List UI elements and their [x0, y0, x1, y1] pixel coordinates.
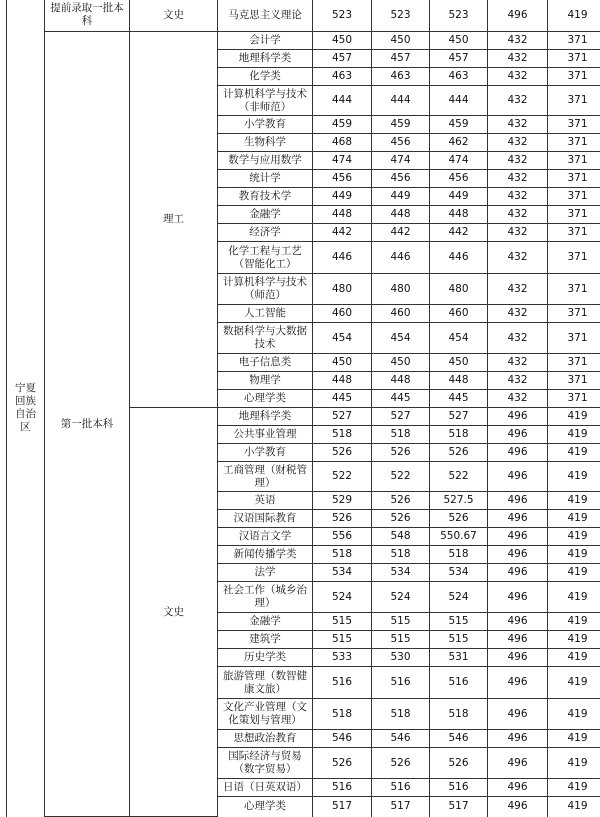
batch-line-cell: 419	[548, 582, 600, 613]
min-score-cell: 524	[372, 582, 430, 613]
batch-line-cell: 419	[548, 649, 600, 667]
min-score-cell: 516	[372, 667, 430, 699]
control-line-cell: 496	[488, 444, 548, 462]
batch-line-cell: 419	[548, 546, 600, 564]
batch-line-cell: 371	[548, 224, 600, 242]
avg-score-cell: 526	[430, 510, 488, 528]
min-score-cell: 448	[372, 372, 430, 390]
batch-line-cell: 419	[548, 730, 600, 748]
major-cell: 心理学类	[218, 390, 313, 408]
max-score-cell: 454	[313, 323, 372, 354]
major-cell: 心理学类	[218, 797, 313, 817]
max-score-cell: 444	[313, 86, 372, 116]
min-score-cell: 534	[372, 564, 430, 582]
control-line-cell: 496	[488, 0, 548, 32]
max-score-cell: 556	[313, 528, 372, 546]
avg-score-cell: 448	[430, 372, 488, 390]
control-line-cell: 432	[488, 323, 548, 354]
control-line-cell: 432	[488, 116, 548, 134]
avg-score-cell: 522	[430, 462, 488, 492]
max-score-cell: 529	[313, 492, 372, 510]
avg-score-cell: 515	[430, 631, 488, 649]
min-score-cell: 517	[372, 797, 430, 817]
admission-scores-table	[6, 0, 600, 817]
max-score-cell: 518	[313, 426, 372, 444]
max-score-cell: 480	[313, 274, 372, 305]
control-line-cell: 432	[488, 50, 548, 68]
min-score-cell: 463	[372, 68, 430, 86]
avg-score-cell: 534	[430, 564, 488, 582]
min-score-cell: 526	[372, 444, 430, 462]
major-cell: 马克思主义理论	[218, 0, 313, 32]
major-cell: 小学教育	[218, 116, 313, 134]
batch-line-cell: 371	[548, 32, 600, 50]
control-line-cell: 432	[488, 242, 548, 274]
major-cell: 数据科学与大数据技术	[218, 323, 313, 354]
control-line-cell: 432	[488, 86, 548, 116]
max-score-cell: 459	[313, 116, 372, 134]
min-score-cell: 442	[372, 224, 430, 242]
control-line-cell: 496	[488, 779, 548, 797]
min-score-cell: 448	[372, 206, 430, 224]
table-row	[7, 0, 600, 32]
batch-line-cell: 371	[548, 354, 600, 372]
avg-score-cell: 517	[430, 797, 488, 817]
batch-line-cell: 419	[548, 699, 600, 730]
avg-score-cell: 523	[430, 0, 488, 32]
min-score-cell: 518	[372, 699, 430, 730]
avg-score-cell: 474	[430, 152, 488, 170]
avg-score-cell: 448	[430, 206, 488, 224]
avg-score-cell: 456	[430, 170, 488, 188]
avg-score-cell: 546	[430, 730, 488, 748]
major-cell: 旅游管理（数智健康文旅）	[218, 667, 313, 699]
avg-score-cell: 515	[430, 613, 488, 631]
control-line-cell: 496	[488, 510, 548, 528]
batch-line-cell: 419	[548, 779, 600, 797]
max-score-cell: 456	[313, 170, 372, 188]
control-line-cell: 432	[488, 305, 548, 323]
control-line-cell: 496	[488, 528, 548, 546]
batch-line-cell: 419	[548, 528, 600, 546]
max-score-cell: 474	[313, 152, 372, 170]
control-line-cell: 496	[488, 582, 548, 613]
max-score-cell: 522	[313, 462, 372, 492]
avg-score-cell: 454	[430, 323, 488, 354]
max-score-cell: 526	[313, 510, 372, 528]
min-score-cell: 530	[372, 649, 430, 667]
min-score-cell: 444	[372, 86, 430, 116]
batch-line-cell: 419	[548, 667, 600, 699]
avg-score-cell: 463	[430, 68, 488, 86]
track-cell: 文史	[130, 408, 218, 817]
batch-line-cell: 371	[548, 152, 600, 170]
avg-score-cell: 446	[430, 242, 488, 274]
batch-line-cell: 371	[548, 188, 600, 206]
max-score-cell: 526	[313, 444, 372, 462]
avg-score-cell: 462	[430, 134, 488, 152]
major-cell: 生物科学	[218, 134, 313, 152]
control-line-cell: 432	[488, 68, 548, 86]
max-score-cell: 516	[313, 779, 372, 797]
major-cell: 汉语言文学	[218, 528, 313, 546]
min-score-cell: 450	[372, 354, 430, 372]
control-line-cell: 432	[488, 188, 548, 206]
major-cell: 计算机科学与技术（非师范）	[218, 86, 313, 116]
control-line-cell: 496	[488, 730, 548, 748]
batch-line-cell: 419	[548, 564, 600, 582]
min-score-cell: 548	[372, 528, 430, 546]
avg-score-cell: 526	[430, 444, 488, 462]
major-cell: 地理科学类	[218, 50, 313, 68]
major-cell: 化学工程与工艺（智能化工）	[218, 242, 313, 274]
min-score-cell: 454	[372, 323, 430, 354]
control-line-cell: 496	[488, 649, 548, 667]
avg-score-cell: 457	[430, 50, 488, 68]
max-score-cell: 448	[313, 206, 372, 224]
max-score-cell: 546	[313, 730, 372, 748]
major-cell: 文化产业管理（文化策划与管理）	[218, 699, 313, 730]
min-score-cell: 449	[372, 188, 430, 206]
avg-score-cell: 518	[430, 546, 488, 564]
major-cell: 社会工作（城乡治理）	[218, 582, 313, 613]
min-score-cell: 518	[372, 546, 430, 564]
batch-line-cell: 371	[548, 372, 600, 390]
control-line-cell: 432	[488, 274, 548, 305]
major-cell: 公共事业管理	[218, 426, 313, 444]
max-score-cell: 463	[313, 68, 372, 86]
min-score-cell: 456	[372, 170, 430, 188]
control-line-cell: 496	[488, 699, 548, 730]
min-score-cell: 527	[372, 408, 430, 426]
max-score-cell: 523	[313, 0, 372, 32]
avg-score-cell: 480	[430, 274, 488, 305]
max-score-cell: 457	[313, 50, 372, 68]
batch-line-cell: 371	[548, 390, 600, 408]
max-score-cell: 468	[313, 134, 372, 152]
avg-score-cell: 459	[430, 116, 488, 134]
batch-line-cell: 419	[548, 492, 600, 510]
control-line-cell: 496	[488, 797, 548, 817]
major-cell: 教育技术学	[218, 188, 313, 206]
min-score-cell: 459	[372, 116, 430, 134]
avg-score-cell: 444	[430, 86, 488, 116]
min-score-cell: 446	[372, 242, 430, 274]
avg-score-cell: 527.5	[430, 492, 488, 510]
batch-line-cell: 371	[548, 170, 600, 188]
min-score-cell: 456	[372, 134, 430, 152]
min-score-cell: 526	[372, 492, 430, 510]
major-cell: 计算机科学与技术（师范）	[218, 274, 313, 305]
avg-score-cell: 524	[430, 582, 488, 613]
major-cell: 汉语国际教育	[218, 510, 313, 528]
batch-line-cell: 419	[548, 408, 600, 426]
batch-cell: 第一批本科	[45, 32, 130, 817]
avg-score-cell: 445	[430, 390, 488, 408]
batch-line-cell: 371	[548, 68, 600, 86]
min-score-cell: 460	[372, 305, 430, 323]
avg-score-cell: 460	[430, 305, 488, 323]
batch-line-cell: 371	[548, 206, 600, 224]
avg-score-cell: 450	[430, 354, 488, 372]
major-cell: 日语（日英双语）	[218, 779, 313, 797]
batch-line-cell: 419	[548, 510, 600, 528]
max-score-cell: 446	[313, 242, 372, 274]
min-score-cell: 518	[372, 426, 430, 444]
major-cell: 新闻传播学类	[218, 546, 313, 564]
batch-line-cell: 371	[548, 242, 600, 274]
max-score-cell: 534	[313, 564, 372, 582]
control-line-cell: 432	[488, 134, 548, 152]
table-row	[7, 32, 600, 50]
major-cell: 国际经济与贸易（数字贸易）	[218, 748, 313, 779]
track-cell: 理工	[130, 32, 218, 408]
avg-score-cell: 516	[430, 667, 488, 699]
major-cell: 会计学	[218, 32, 313, 50]
major-cell: 数学与应用数学	[218, 152, 313, 170]
control-line-cell: 432	[488, 206, 548, 224]
max-score-cell: 442	[313, 224, 372, 242]
min-score-cell: 450	[372, 32, 430, 50]
max-score-cell: 445	[313, 390, 372, 408]
max-score-cell: 516	[313, 667, 372, 699]
batch-line-cell: 419	[548, 0, 600, 32]
batch-line-cell: 371	[548, 323, 600, 354]
min-score-cell: 546	[372, 730, 430, 748]
batch-line-cell: 419	[548, 631, 600, 649]
batch-cell: 提前录取一批本科	[45, 0, 130, 32]
avg-score-cell: 518	[430, 426, 488, 444]
major-cell: 建筑学	[218, 631, 313, 649]
batch-line-cell: 371	[548, 86, 600, 116]
major-cell: 金融学	[218, 613, 313, 631]
min-score-cell: 515	[372, 631, 430, 649]
avg-score-cell: 550.67	[430, 528, 488, 546]
avg-score-cell: 450	[430, 32, 488, 50]
province-cell: 宁夏回族自治区	[7, 0, 45, 817]
major-cell: 电子信息类	[218, 354, 313, 372]
control-line-cell: 496	[488, 667, 548, 699]
max-score-cell: 518	[313, 699, 372, 730]
min-score-cell: 445	[372, 390, 430, 408]
min-score-cell: 522	[372, 462, 430, 492]
track-cell: 文史	[130, 0, 218, 32]
min-score-cell: 526	[372, 748, 430, 779]
batch-line-cell: 419	[548, 444, 600, 462]
major-cell: 化学类	[218, 68, 313, 86]
batch-line-cell: 371	[548, 134, 600, 152]
control-line-cell: 432	[488, 354, 548, 372]
control-line-cell: 432	[488, 32, 548, 50]
major-cell: 小学教育	[218, 444, 313, 462]
batch-line-cell: 419	[548, 426, 600, 444]
min-score-cell: 457	[372, 50, 430, 68]
avg-score-cell: 442	[430, 224, 488, 242]
major-cell: 工商管理（财税管理）	[218, 462, 313, 492]
max-score-cell: 448	[313, 372, 372, 390]
avg-score-cell: 526	[430, 748, 488, 779]
min-score-cell: 523	[372, 0, 430, 32]
max-score-cell: 524	[313, 582, 372, 613]
batch-line-cell: 419	[548, 462, 600, 492]
major-cell: 法学	[218, 564, 313, 582]
max-score-cell: 449	[313, 188, 372, 206]
control-line-cell: 496	[488, 613, 548, 631]
major-cell: 历史学类	[218, 649, 313, 667]
batch-line-cell: 419	[548, 797, 600, 817]
control-line-cell: 496	[488, 546, 548, 564]
control-line-cell: 432	[488, 170, 548, 188]
major-cell: 物理学	[218, 372, 313, 390]
avg-score-cell: 518	[430, 699, 488, 730]
min-score-cell: 474	[372, 152, 430, 170]
major-cell: 思想政治教育	[218, 730, 313, 748]
max-score-cell: 526	[313, 748, 372, 779]
batch-line-cell: 371	[548, 116, 600, 134]
avg-score-cell: 527	[430, 408, 488, 426]
min-score-cell: 480	[372, 274, 430, 305]
major-cell: 金融学	[218, 206, 313, 224]
max-score-cell: 460	[313, 305, 372, 323]
control-line-cell: 496	[488, 426, 548, 444]
max-score-cell: 450	[313, 32, 372, 50]
major-cell: 英语	[218, 492, 313, 510]
control-line-cell: 496	[488, 748, 548, 779]
control-line-cell: 496	[488, 408, 548, 426]
control-line-cell: 432	[488, 390, 548, 408]
major-cell: 经济学	[218, 224, 313, 242]
batch-line-cell: 371	[548, 305, 600, 323]
avg-score-cell: 531	[430, 649, 488, 667]
max-score-cell: 518	[313, 546, 372, 564]
max-score-cell: 450	[313, 354, 372, 372]
control-line-cell: 432	[488, 372, 548, 390]
max-score-cell: 515	[313, 613, 372, 631]
control-line-cell: 496	[488, 631, 548, 649]
avg-score-cell: 516	[430, 779, 488, 797]
min-score-cell: 526	[372, 510, 430, 528]
min-score-cell: 516	[372, 779, 430, 797]
batch-line-cell: 419	[548, 748, 600, 779]
major-cell: 统计学	[218, 170, 313, 188]
min-score-cell: 515	[372, 613, 430, 631]
batch-line-cell: 371	[548, 274, 600, 305]
batch-line-cell: 419	[548, 613, 600, 631]
control-line-cell: 496	[488, 564, 548, 582]
control-line-cell: 432	[488, 224, 548, 242]
max-score-cell: 517	[313, 797, 372, 817]
control-line-cell: 496	[488, 462, 548, 492]
control-line-cell: 496	[488, 492, 548, 510]
control-line-cell: 432	[488, 152, 548, 170]
major-cell: 地理科学类	[218, 408, 313, 426]
max-score-cell: 533	[313, 649, 372, 667]
avg-score-cell: 449	[430, 188, 488, 206]
max-score-cell: 515	[313, 631, 372, 649]
batch-line-cell: 371	[548, 50, 600, 68]
major-cell: 人工智能	[218, 305, 313, 323]
max-score-cell: 527	[313, 408, 372, 426]
